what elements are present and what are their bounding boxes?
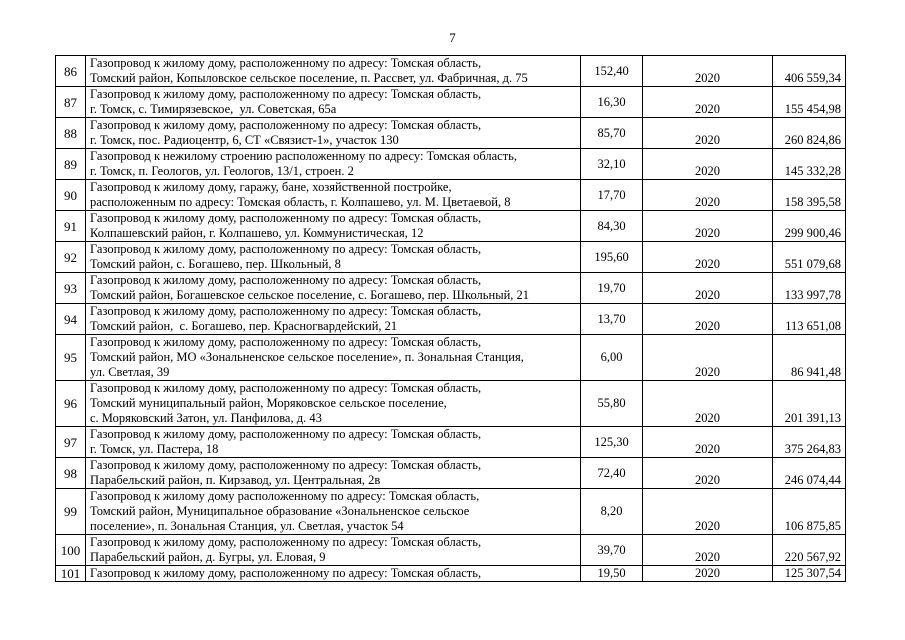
gas-pipeline-table (55, 55, 846, 582)
pipeline-length: 39,70 (581, 535, 643, 566)
commissioning-year: 2020 (643, 335, 773, 381)
cost-value: 106 875,85 (773, 489, 846, 535)
description-line: Газопровод к жилому дому, расположенному по адресу: Томская область, (90, 273, 482, 287)
cost-value: 220 567,92 (773, 535, 846, 566)
pipeline-length: 195,60 (581, 242, 643, 273)
pipeline-length: 19,50 (581, 566, 643, 582)
pipeline-length: 13,70 (581, 304, 643, 335)
cost-value: 86 941,48 (773, 335, 846, 381)
description-line: расположенным по адресу: Томская область, г. Колпашево, ул. М. Цветаевой, 8 (90, 195, 511, 209)
table-row (56, 535, 846, 566)
commissioning-year: 2020 (643, 180, 773, 211)
object-description (86, 458, 581, 489)
commissioning-year: 2020 (643, 381, 773, 427)
row-number: 96 (56, 381, 86, 427)
row-number: 88 (56, 118, 86, 149)
description-line: с. Моряковский Затон, ул. Панфилова, д. 43 (90, 411, 322, 425)
cost-value: 246 074,44 (773, 458, 846, 489)
page-number: 7 (449, 30, 456, 45)
row-number: 92 (56, 242, 86, 273)
description-line: Газопровод к жилому дому, гаражу, бане, хозяйственной постройке, (90, 180, 452, 194)
commissioning-year: 2020 (643, 458, 773, 489)
pipeline-length: 16,30 (581, 87, 643, 118)
row-number: 95 (56, 335, 86, 381)
object-description (86, 381, 581, 427)
description-line: Парабельский район, д. Бугры, ул. Еловая, 9 (90, 550, 326, 564)
table-row (56, 304, 846, 335)
pipeline-length: 32,10 (581, 149, 643, 180)
commissioning-year: 2020 (643, 149, 773, 180)
row-number: 90 (56, 180, 86, 211)
object-description (86, 118, 581, 149)
table-row (56, 427, 846, 458)
cost-value: 260 824,86 (773, 118, 846, 149)
pipeline-length: 6,00 (581, 335, 643, 381)
table-row (56, 381, 846, 427)
commissioning-year: 2020 (643, 535, 773, 566)
cost-value: 551 079,68 (773, 242, 846, 273)
object-description (86, 427, 581, 458)
table-row (56, 211, 846, 242)
cost-value: 113 651,08 (773, 304, 846, 335)
table-row (56, 335, 846, 381)
pipeline-length: 55,80 (581, 381, 643, 427)
description-line: Газопровод к жилому дому расположенному по адресу: Томская область, (90, 489, 480, 503)
table-row (56, 273, 846, 304)
description-line: Колпашевский район, г. Колпашево, ул. Коммунистическая, 12 (90, 226, 424, 240)
commissioning-year: 2020 (643, 273, 773, 304)
cost-value: 375 264,83 (773, 427, 846, 458)
table-row (56, 458, 846, 489)
description-line: Газопровод к жилому дому, расположенному по адресу: Томская область, (90, 56, 482, 70)
description-line: Газопровод к жилому дому, расположенному по адресу: Томская область, (90, 118, 482, 132)
object-description (86, 211, 581, 242)
description-line: Газопровод к жилому дому, расположенному по адресу: Томская область, (90, 87, 482, 101)
object-description (86, 535, 581, 566)
commissioning-year: 2020 (643, 211, 773, 242)
description-line: Газопровод к жилому дому, расположенному по адресу: Томская область, (90, 242, 482, 256)
description-line: Газопровод к жилому дому, расположенному по адресу: Томская область, (90, 427, 482, 441)
row-number: 94 (56, 304, 86, 335)
row-number: 99 (56, 489, 86, 535)
pipeline-length: 72,40 (581, 458, 643, 489)
row-number: 101 (56, 566, 86, 582)
row-number: 91 (56, 211, 86, 242)
description-line: Томский район, с. Богашево, пер. Школьный, 8 (90, 257, 341, 271)
object-description (86, 242, 581, 273)
object-description (86, 87, 581, 118)
object-description (86, 566, 581, 582)
cost-value: 133 997,78 (773, 273, 846, 304)
row-number: 98 (56, 458, 86, 489)
cost-value: 125 307,54 (773, 566, 846, 582)
commissioning-year: 2020 (643, 87, 773, 118)
description-line: Парабельский район, п. Кирзавод, ул. Центральная, 2в (90, 473, 381, 487)
pipeline-length: 17,70 (581, 180, 643, 211)
table-row (56, 489, 846, 535)
description-line: Газопровод к жилому дому, расположенному по адресу: Томская область, (90, 381, 482, 395)
cost-value: 158 395,58 (773, 180, 846, 211)
table-row (56, 566, 846, 582)
table-row (56, 149, 846, 180)
object-description (86, 149, 581, 180)
table-row (56, 87, 846, 118)
description-line: Газопровод к жилому дому, расположенному по адресу: Томская область, (90, 211, 482, 225)
description-line: поселение», п. Зональная Станция, ул. Светлая, участок 54 (90, 519, 404, 533)
commissioning-year: 2020 (643, 56, 773, 87)
description-line: Газопровод к жилому дому, расположенному по адресу: Томская область, (90, 304, 482, 318)
row-number: 86 (56, 56, 86, 87)
commissioning-year: 2020 (643, 118, 773, 149)
row-number: 100 (56, 535, 86, 566)
table-row (56, 180, 846, 211)
pipeline-length: 152,40 (581, 56, 643, 87)
object-description (86, 335, 581, 381)
description-line: Томский район, с. Богашево, пер. Красногвардейский, 21 (90, 319, 398, 333)
object-description (86, 56, 581, 87)
pipeline-length: 85,70 (581, 118, 643, 149)
row-number: 89 (56, 149, 86, 180)
description-line: Газопровод к нежилому строению расположенному по адресу: Томская область, (90, 149, 517, 163)
table-row (56, 242, 846, 273)
object-description (86, 489, 581, 535)
description-line: ул. Светлая, 39 (90, 365, 170, 379)
row-number: 93 (56, 273, 86, 304)
pipeline-length: 8,20 (581, 489, 643, 535)
commissioning-year: 2020 (643, 427, 773, 458)
row-number: 97 (56, 427, 86, 458)
commissioning-year: 2020 (643, 566, 773, 582)
cost-value: 201 391,13 (773, 381, 846, 427)
table-body (56, 56, 846, 582)
description-line: Газопровод к жилому дому, расположенному по адресу: Томская область, (90, 458, 482, 472)
description-line: г. Томск, пос. Радиоцентр, 6, СТ «Связист-1», участок 130 (90, 133, 399, 147)
description-line: Газопровод к жилому дому, расположенному по адресу: Томская область, (90, 335, 482, 349)
cost-value: 155 454,98 (773, 87, 846, 118)
table-row (56, 118, 846, 149)
description-line: Томский район, Копыловское сельское поселение, п. Рассвет, ул. Фабричная, д. 75 (90, 71, 528, 85)
pipeline-length: 84,30 (581, 211, 643, 242)
description-line: Томский район, Муниципальное образование «Зональненское сельское (90, 504, 470, 518)
cost-value: 145 332,28 (773, 149, 846, 180)
description-line: Газопровод к жилому дому, расположенному по адресу: Томская область, (90, 566, 482, 580)
description-line: г. Томск, ул. Пастера, 18 (90, 442, 219, 456)
commissioning-year: 2020 (643, 242, 773, 273)
description-line: г. Томск, с. Тимирязевское, ул. Советская, 65а (90, 102, 337, 116)
cost-value: 299 900,46 (773, 211, 846, 242)
description-line: Томский район, Богашевское сельское поселение, с. Богашево, пер. Школьный, 21 (90, 288, 530, 302)
description-line: Томский муниципальный район, Моряковское сельское поселение, (90, 396, 447, 410)
pipeline-length: 19,70 (581, 273, 643, 304)
description-line: г. Томск, п. Геологов, ул. Геологов, 13/1, строен. 2 (90, 164, 354, 178)
commissioning-year: 2020 (643, 489, 773, 535)
object-description (86, 273, 581, 304)
description-line: Газопровод к жилому дому, расположенному по адресу: Томская область, (90, 535, 482, 549)
description-line: Томский район, МО «Зональненское сельское поселение», п. Зональная Станция, (90, 350, 524, 364)
object-description (86, 180, 581, 211)
table-row (56, 56, 846, 87)
pipeline-length: 125,30 (581, 427, 643, 458)
commissioning-year: 2020 (643, 304, 773, 335)
row-number: 87 (56, 87, 86, 118)
object-description (86, 304, 581, 335)
cost-value: 406 559,34 (773, 56, 846, 87)
